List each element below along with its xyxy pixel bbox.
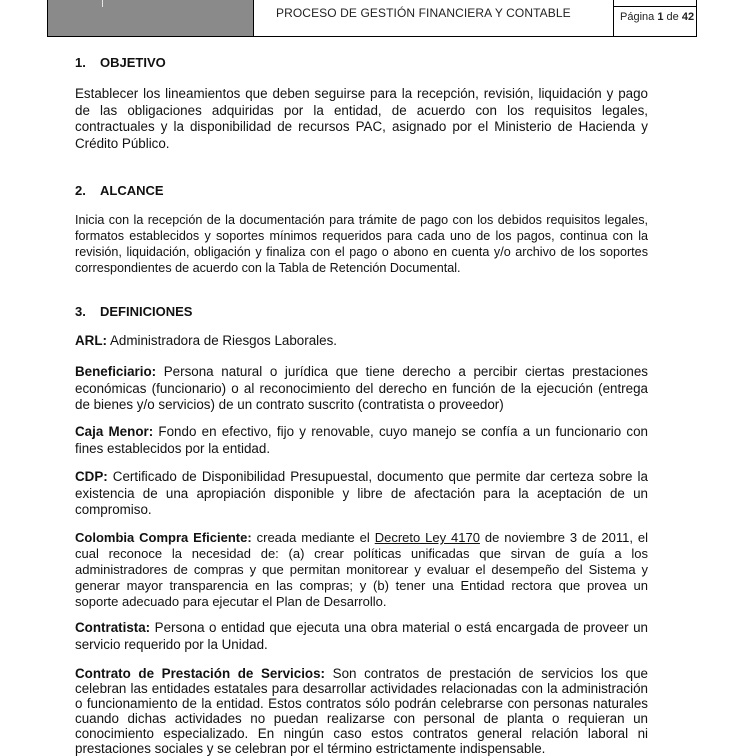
objetivo-text: Establecer los lineamientos que deben seguirse para la recepción, revisión, liquidación y pago de las obligaciones adquiridas por la entidad, de acuerdo con los requisitos legales, contractuales y la disponibilidad de recursos PAC, asignado por el Ministerio de Hacienda y Crédito Público. [75, 86, 648, 151]
section-heading-definiciones: 3. DEFINICIONES [75, 304, 193, 319]
definition-contratista: Contratista: Persona o entidad que ejecuta una obra material o está encargada de proveer un servicio requerido por la Unidad. [75, 620, 648, 652]
page-indicator [620, 11, 694, 23]
page-cell [614, 0, 697, 36]
page-label: Página [620, 11, 655, 23]
page-total: 42 [681, 11, 695, 23]
definition-caja-menor: Caja Menor: Fondo en efectivo, fijo y renovable, cuyo manejo se confía a un funcionario con fines establecidos por la entidad. [75, 424, 648, 456]
decreto-ley-link[interactable]: Decreto Ley 4170 [374, 530, 480, 545]
logo [48, 0, 254, 36]
section-heading-alcance: 2. ALCANCE [75, 183, 164, 198]
definition-contrato-prestacion-servicios: Contrato de Prestación de Servicios: Son contratos de prestación de servicios los que celebran las entidades estatales para desarrollar actividades relacionadas con la administración o funcionamiento de la entidad. Estos contratos sólo podrán celebrarse con personas naturales cuando dichas actividades no puedan realizarse con personal de planta o requieran un conocimiento especializado. En ningún caso estos contratos general relación laboral ni prestaciones sociales y se celebran por el término estrictamente indispensable. [75, 666, 649, 756]
process-title: PROCESO DE GESTIÓN FINANCIERA Y CONTABLE [276, 6, 571, 20]
page-of: de [666, 11, 679, 23]
process-cell [254, 0, 614, 36]
alcance-text: Inicia con la recepción de la documentación para trámite de pago con los debidos requisitos legales, formatos establecidos y soportes mínimos requeridos para cada uno de los pagos, continua con la revisión, liquidación, obligación y finaliza con el pago o abono en cuenta y/o archivo de los soportes correspondientes de acuerdo con la Tabla de Retención Documental. [75, 213, 648, 275]
definition-colombia-compra-eficiente: Colombia Compra Eficiente: creada mediante el Decreto Ley 4170 de noviembre 3 de 2011, el cual reconoce la necesidad de: (a) crear políticas unificadas que sirvan de guía a los administradores de compras y que permitan monitorear y evaluar el desempeño del Sistema y generar mayor transparencia en las compras; y (b) tener una Entidad rectora que provea un soporte adecuado para ejecutar el Plan de Desarrollo. [75, 530, 648, 609]
page-cell-divider [614, 0, 697, 7]
page-current: 1 [657, 11, 664, 23]
document-header [47, 0, 697, 37]
definition-cdp: CDP: Certificado de Disponibilidad Presupuestal, documento que permite dar certeza sobre la existencia de una apropiación disponible y libre de afectación para la aceptación de un compromiso. [75, 469, 648, 517]
definition-beneficiario: Beneficiario: Persona natural o jurídica que tiene derecho a percibir ciertas prestaciones económicas (funcionario) o al reconocimiento del derecho en función de la ejecución (entrega de bienes y/o servicios) de un contrato suscrito (contratista o proveedor) [75, 364, 648, 412]
definition-arl: ARL: Administradora de Riesgos Laborales. [75, 333, 337, 348]
section-heading-objetivo: 1. OBJETIVO [75, 55, 166, 70]
logo-mark [102, 0, 103, 7]
